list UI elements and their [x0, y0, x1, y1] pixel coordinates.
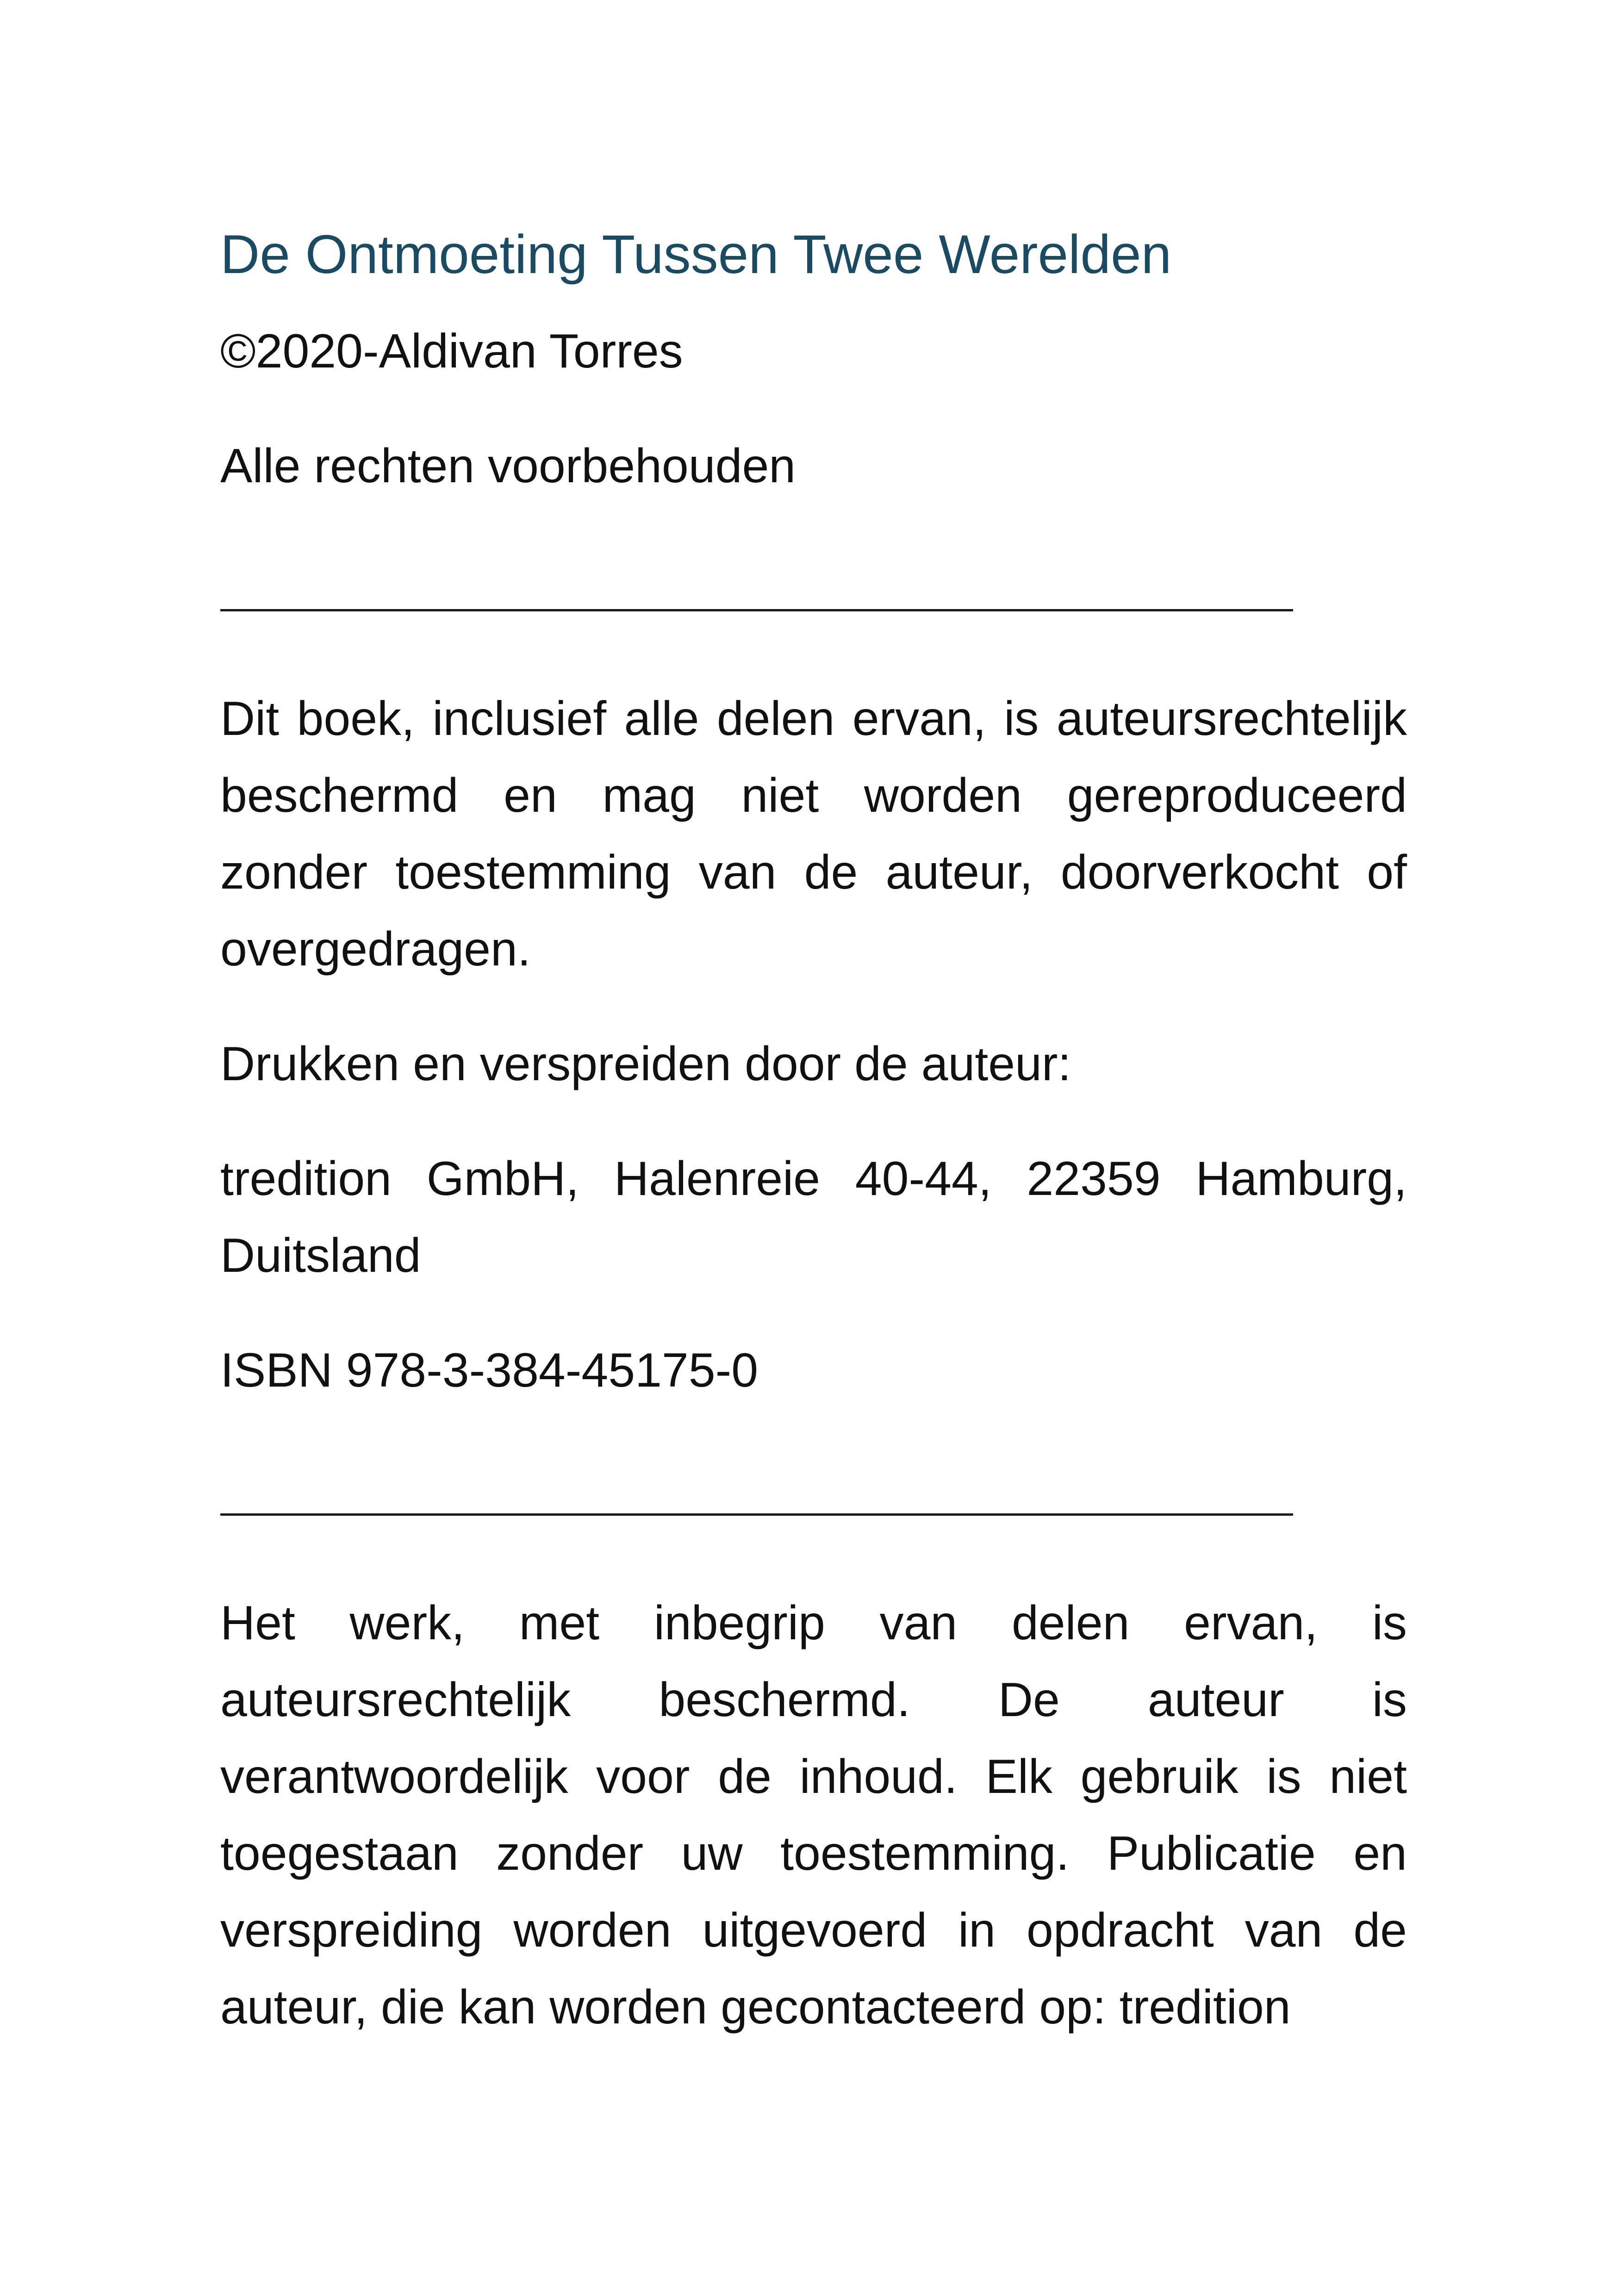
separator-line	[220, 609, 1293, 611]
legal-paragraph: Het werk, met inbegrip van delen ervan, is auteursrechtelijk beschermd. De auteur is verantwoordelijk voor de inhoud. Elk gebruik is niet toegestaan zonder uw toestemming. Publicatie en verspreiding worden uitgevoerd in opdracht van de auteur, die kan worden gecontacteerd op: tredition	[220, 1596, 1407, 2034]
book-title: De Ontmoeting Tussen Twee Werelden	[220, 224, 1172, 285]
isbn-number: ISBN 978-3-384-45175-0	[220, 1344, 759, 1397]
publisher-address: tredition GmbH, Halenreie 40-44, 22359 Hamburg, Duitsland	[220, 1152, 1407, 1282]
page-content	[220, 218, 1407, 2046]
print-distribution-line: Drukken en verspreiden door de auteur:	[220, 1037, 1071, 1091]
copyright-notice: ©2020-Aldivan Torres	[220, 324, 683, 378]
rights-reserved: Alle rechten voorbehouden	[220, 439, 796, 493]
separator-line	[220, 1513, 1293, 1516]
copyright-paragraph: Dit boek, inclusief alle delen ervan, is auteursrechtelijk beschermd en mag niet worden gereproduceerd zonder toestemming van de auteur, doorverkocht of overgedragen.	[220, 692, 1407, 976]
